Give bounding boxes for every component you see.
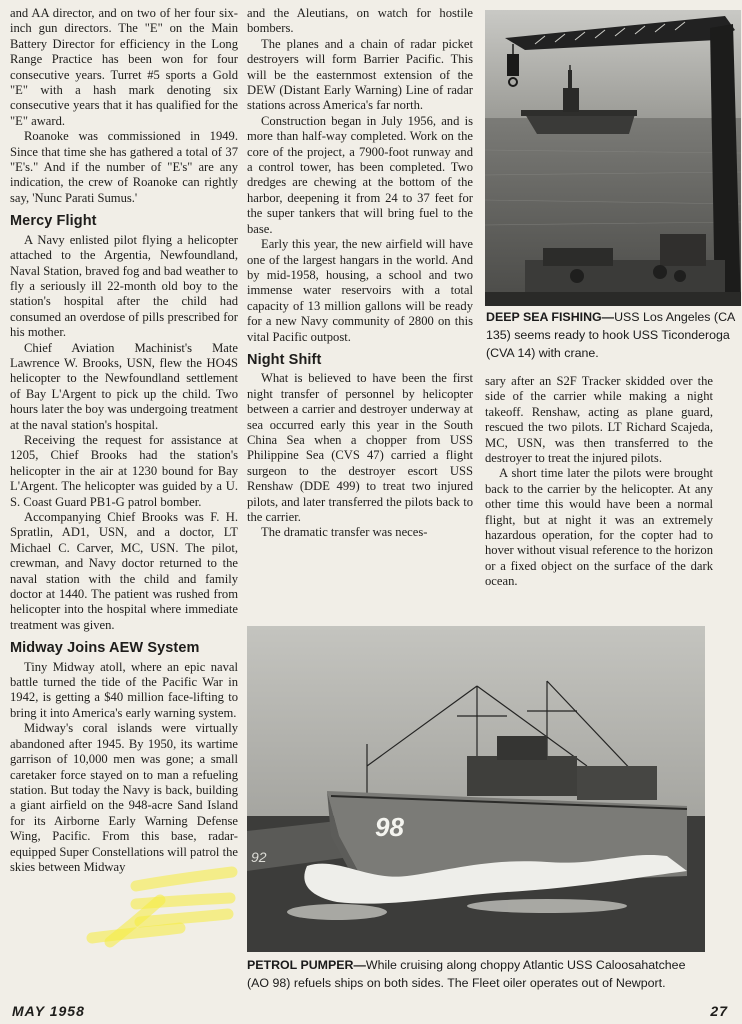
- paragraph: A Navy enlisted pilot flying a helicopter attached to the Argentia, Newfoundland, Naval Station, braved fog and bad weather to fly a seriously ill 22-month old boy to the station's hospital after the child had consumed an overdose of pills prescribed for his mother.: [10, 232, 239, 340]
- column-2: [247, 6, 473, 541]
- carrier-crane-illustration: [485, 10, 741, 306]
- caption-text: While cruising along choppy Atlantic USS Caloosahatchee (AO 98) refuels ships on both sides. The Fleet oiler operates out of Newport.: [247, 958, 686, 990]
- paragraph: sary after an S2F Tracker skidded over the side of the carrier while making a night takeoff. Renshaw, acting as plane guard, rescued the two pilots. LT Richard Scajeda, MC, USN, was then transferred to the destroyer to treat the injured pilots.: [485, 374, 713, 466]
- paragraph: Receiving the request for assistance at 1205, Chief Brooks had the station's helicopter in the air at 1230 bound for Bay L'Argent. The helicopter was guided by a U. S. Coast Guard PB1-G patrol bomber.: [10, 432, 238, 509]
- paragraph: Roanoke was commissioned in 1949. Since that time she has gathered a total of 37 "E's." And if the number of "E's" are any indication, the crew of Roanoke can rightly say, 'Nunc Parati Sumus.': [10, 129, 238, 205]
- heading-midway-aew: Midway Joins AEW System: [10, 640, 200, 657]
- paragraph: The planes and a chain of radar picket destroyers will form Barrier Pacific. This will be the easternmost extension of the DEW (Distant Early Warning) Line of radar stations across America's far north.: [247, 36, 473, 113]
- paragraph: What is believed to have been the first night transfer of personnel by helicopter between a carrier and destroyer underway at sea occurred early this year in the South China Sea when a chopper from USS Philippine Sea (CVS 47) carried a flight surgeon to the destroyer escort USS Renshaw (DDE 499) to treat two injured pilots, and later transferred the pilots back to the carrier.: [247, 371, 473, 524]
- photo-petrol-pumper: [247, 626, 705, 952]
- paragraph: A short time later the pilots were brought back to the carrier by the helicopter. At any other time this would have been a normal flight, but at night it was an extremely hazardous operation, for the copter had to hover without visual reference to the horizon or a fixed object on the surface of the dark ocean.: [485, 466, 713, 589]
- photo-caption: [247, 956, 707, 992]
- oiler-ship-illustration: [247, 626, 705, 952]
- heading-mercy-flight: Mercy Flight: [10, 213, 97, 230]
- photo-deep-sea-fishing: [485, 10, 741, 306]
- hull-number-rear: 92: [251, 849, 267, 865]
- column-1: [10, 6, 238, 875]
- caption-text: USS Los Angeles (CA 135) seems ready to hook USS Ticonderoga (CVA 14) with crane.: [486, 310, 735, 360]
- page-number: 27: [710, 1003, 728, 1019]
- paragraph: Tiny Midway atoll, where an epic naval battle turned the tide of the Pacific War in 1942, is getting a $40 million face-lifting to bring it into America's early warning system.: [10, 659, 238, 720]
- caption-lead: DEEP SEA FISHING—: [486, 310, 615, 324]
- heading-night-shift: Night Shift: [247, 351, 322, 368]
- paragraph: Chief Aviation Machinist's Mate Lawrence W. Brooks, USN, flew the HO4S helicopter to the Newfoundland settlement of Bay L'Argent to pick up the child. Two hours later the boy was undergoing treatment at the naval station's hospital.: [10, 340, 238, 432]
- photo-caption: [486, 308, 740, 362]
- hull-number: 98: [375, 812, 404, 842]
- paragraph: The dramatic transfer was neces-: [261, 525, 428, 540]
- paragraph: Accompanying Chief Brooks was F. H. Spratlin, AD1, USN, and a doctor, LT Michael C. Carver, MC, USN. The pilot, crewman, and Navy doctor returned to the naval station with the child and family doctor at 1440. The patient was rushed from helicopter into the hospital where immediate treatment was given.: [10, 510, 238, 632]
- paragraph: Construction began in July 1956, and is more than half-way completed. Work on the core of the project, a 7900-foot runway and a control tower, has been completed. Two dredges are chewing at the bottom of the harbor, deepening it from 24 to 37 feet for the super tankers that will bring fuel to the base.: [247, 113, 473, 236]
- paragraph: Midway's coral islands were virtually abandoned after 1945. By 1950, its wartime garrison of 10,000 men was gone; a small caretaker force stayed on to man a refueling station. But today the Navy is back, building a giant airfield on the 948-acre Sand Island for its Airborne Early Warning Defense Wing, Pacific. From this base, radar-equipped Super Constellations will patrol the skies between Midway: [10, 721, 238, 874]
- issue-date: MAY 1958: [12, 1003, 85, 1019]
- paragraph: and the Aleutians, on watch for hostile bombers.: [247, 6, 473, 36]
- caption-lead: PETROL PUMPER—: [247, 958, 366, 972]
- paragraph: Early this year, the new airfield will have one of the largest hangars in the world. And by mid-1958, housing, a school and two immense water reservoirs with a total capacity of 13 million gallons will be ready for a new Navy community of 2800 on this vital Pacific outpost.: [247, 237, 473, 344]
- paragraph: and AA director, and on two of her four six-inch gun directors. The "E" on the Main Battery Director for efficiency in the Long Range Practice has been won for four consecutive years. Turret #5 sports a Gold "E" with a hash mark denoting six consecutive years that it has qualified for the "E" award.: [10, 6, 238, 128]
- column-3: [485, 374, 713, 590]
